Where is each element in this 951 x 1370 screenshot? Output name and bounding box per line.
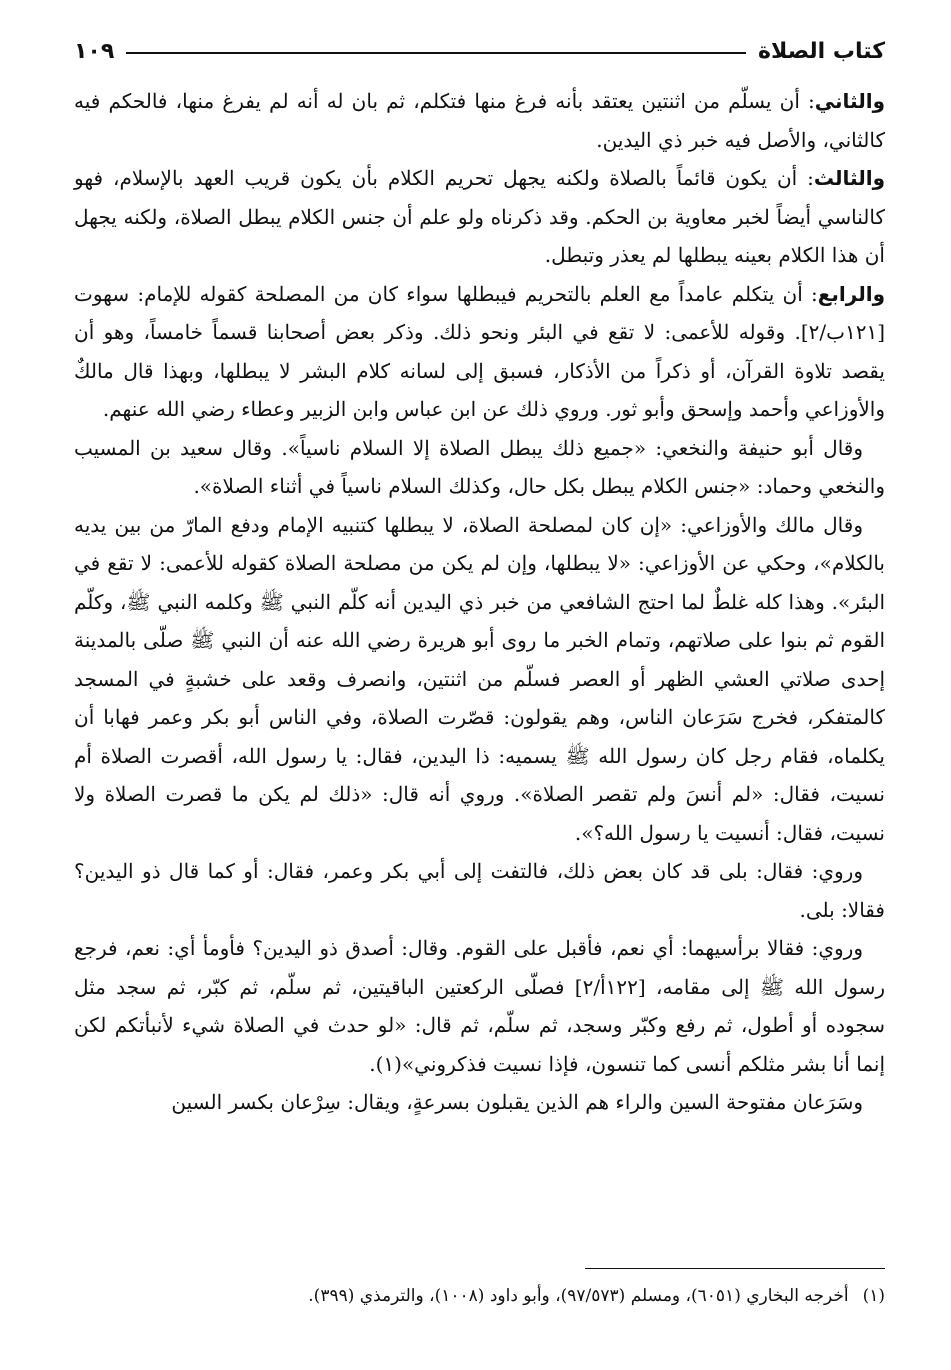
paragraph-text: : أن يكون قائماً بالصلاة ولكنه يجهل تحريم الكلام بأن يكون قريب العهد بالإسلام، فهو كالناسي أيضاً لخبر معاوية بن الحكم. وقد ذكرناه ولو علم أن جنس الكلام يبطل الصلاة، ولكنه يجهل أن هذا الكلام بعينه يبطلها لم يعذر وتبطل. xyxy=(74,166,885,267)
footnote xyxy=(74,1282,885,1310)
running-header xyxy=(74,24,885,64)
paragraph xyxy=(74,1083,885,1122)
paragraph-text: وروي: فقال: بلى قد كان بعض ذلك، فالتفت إلى أبي بكر وعمر، فقال: أو كما قال ذو اليدين؟ فقالا: بلى. xyxy=(74,859,885,922)
running-title: كتاب الصلاة xyxy=(758,39,885,64)
paragraph xyxy=(74,159,885,275)
paragraph xyxy=(74,275,885,429)
footnote-rule xyxy=(585,1268,885,1269)
paragraph-text: وقال أبو حنيفة والنخعي: «جميع ذلك يبطل الصلاة إلا السلام ناسياً». وقال سعيد بن المسيب والنخعي وحماد: «جنس الكلام يبطل بكل حال، وكذلك السلام ناسياً في أثناء الصلاة». xyxy=(74,435,885,498)
paragraph xyxy=(74,506,885,853)
footnote-text: أخرجه البخاري (٦٠٥١)، ومسلم (٩٧/٥٧٣)، وأبو داود (١٠٠٨)، والترمذي (٣٩٩). xyxy=(308,1286,849,1306)
paragraph-text: وسَرَعان مفتوحة السين والراء هم الذين يقبلون بسرعةٍ، ويقال: سِرْعان بكسر السين xyxy=(171,1090,863,1114)
footnote-number: (١) xyxy=(862,1286,885,1306)
paragraph-text: : أن يسلّم من اثنتين يعتقد بأنه فرغ منها فتكلم، ثم بان له أنه لم يفرغ منها، فالحكم فيه كالثاني، والأصل فيه خبر ذي اليدين. xyxy=(74,89,885,152)
paragraph-text: : أن يتكلم عامداً مع العلم بالتحريم فيبطلها سواء كان من المصلحة كقوله للإمام: سهوت [١٢١ب/٢]. وقوله للأعمى: لا تقع في البئر ونحو ذلك. وذكر بعض أصحابنا قسماً خامساً، وهو أن يقصد تلاوة القرآن، أو ذكراً من الأذكار، فسبق إلى لسانه كلام البشر لا يبطلها، وبهذا قال مالكٌ والأوزاعي وأحمد وإسحق وأبو ثور. وروي ذلك عن ابن عباس وابن الزبير وعطاء رضي الله عنهم. xyxy=(74,281,885,421)
paragraph-lead: والرابع xyxy=(817,281,885,306)
page-number: ١٠٩ xyxy=(74,39,115,64)
body-text xyxy=(74,82,885,1122)
paragraph xyxy=(74,929,885,1083)
paragraph xyxy=(74,852,885,929)
paragraph xyxy=(74,82,885,159)
paragraph xyxy=(74,429,885,506)
header-rule xyxy=(126,52,746,54)
paragraph-lead: والثالث xyxy=(813,166,885,190)
paragraph-text: وقال مالك والأوزاعي: «إن كان لمصلحة الصلاة، لا يبطلها كتنبيه الإمام ودفع المارّ من بين يديه بالكلام»، وحكي عن الأوزاعي: «لا يبطلها، وإن لم يكن من مصلحة الصلاة كقوله للأعمى: لا تقع في البئر». وهذا كله غلطٌ لما احتج الشافعي من خبر ذي اليدين أنه كلّم النبي ﷺ وكلمه النبي ﷺ، وكلّم القوم ثم بنوا على صلاتهم، وتمام الخبر ما روى أبو هريرة رضي الله عنه أن النبي ﷺ صلّى بالمدينة إحدى صلاتي العشي الظهر أو العصر فسلّم من اثنتين، وانصرف وقعد على خشبةٍ في المسجد كالمتفكر، فخرج سَرَعان الناس، وهم يقولون: قصّرت الصلاة، وفي الناس أبو بكر وعمر فهابا أن يكلماه، فقام رجل كان رسول الله ﷺ يسميه: ذا اليدين، فقال: يا رسول الله، أقصرت الصلاة أم نسيت، فقال: «لم أنسَ ولم تقصر الصلاة». وروي أنه قال: «ذلك لم يكن ما قصرت الصلاة ولا نسيت، فقال: أنسيت يا رسول الله؟». xyxy=(74,512,885,845)
paragraph-text: وروي: فقالا برأسيهما: أي نعم، فأقبل على القوم. وقال: أصدق ذو اليدين؟ فأومأ أي: نعم، فرجع رسول الله ﷺ إلى مقامه، [١٢٢أ/٢] فصلّى الركعتين الباقيتين، ثم سلّم، ثم كبّر، ثم سجد مثل سجوده أو أطول، ثم رفع وكبّر وسجد، ثم سلّم، ثم قال: «لو حدث في الصلاة شيء لأنبأتكم لكن إنما أنا بشر مثلكم أنسى كما تنسون، فإذا نسيت فذكروني»(١). xyxy=(74,936,885,1076)
paragraph-lead: والثاني xyxy=(814,89,885,113)
